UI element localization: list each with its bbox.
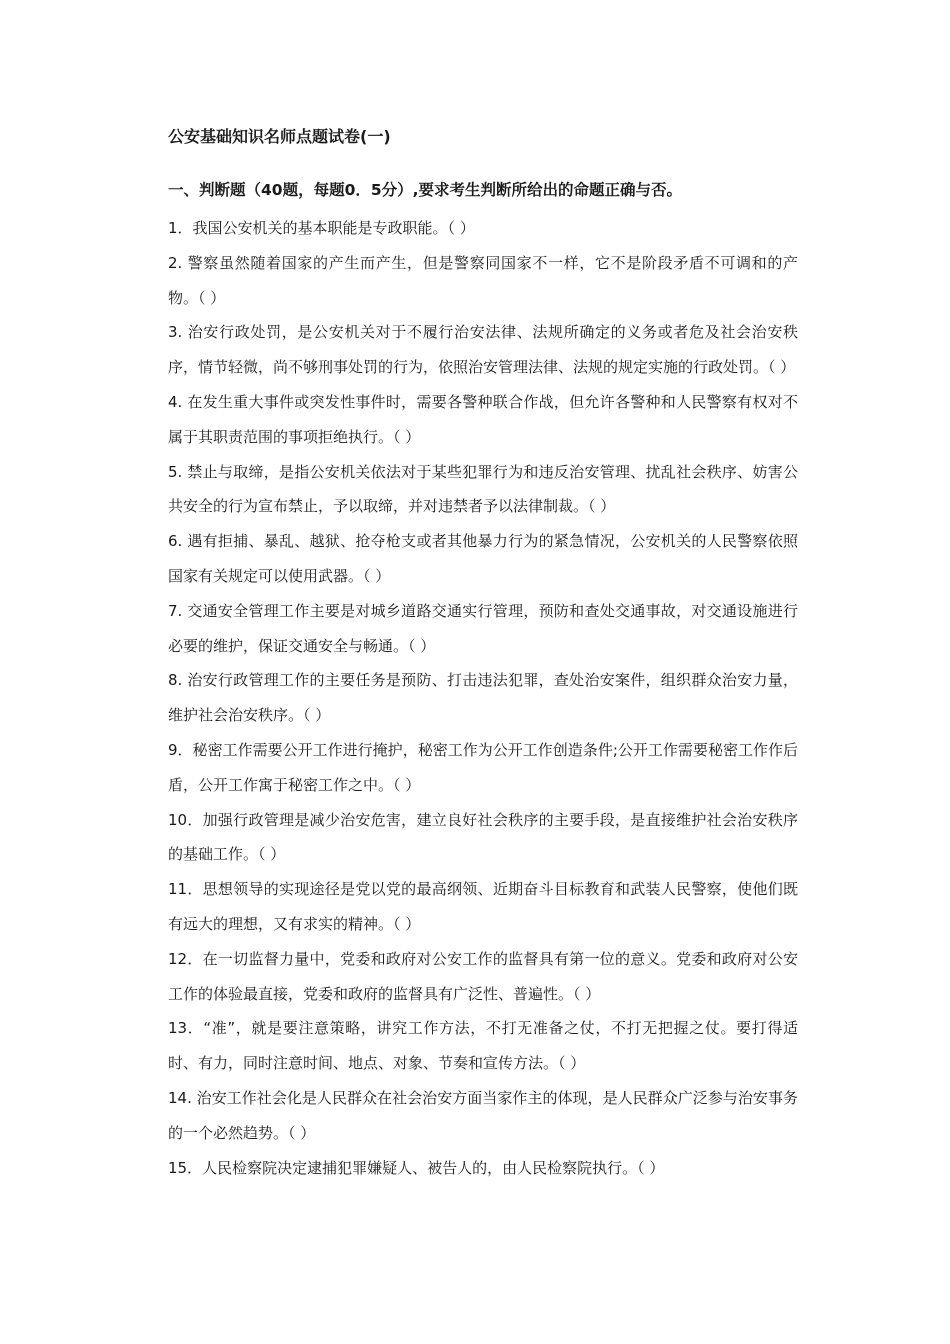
question-item: 12．在一切监督力量中，党委和政府对公安工作的监督具有第一位的意义。党委和政府对公安工作的体验最直接，党委和政府的监督具有广泛性、普遍性。（ ） <box>168 949 798 1003</box>
question-item: 7. 交通安全管理工作主要是对城乡道路交通实行管理，预防和查处交通事故，对交通设施进行必要的维护，保证交通安全与畅通。（ ） <box>168 601 798 655</box>
question-list <box>168 211 798 1185</box>
question-item: 4. 在发生重大事件或突发性事件时，需要各警种联合作战，但允许各警种和人民警察有权对不属于其职责范围的事项拒绝执行。（ ） <box>168 392 798 446</box>
question-item: 10．加强行政管理是减少治安危害，建立良好社会秩序的主要手段，是直接维护社会治安秩序的基础工作。（ ） <box>168 810 798 864</box>
question-item: 13．“准”，就是要注意策略，讲究工作方法，不打无准备之仗，不打无把握之仗。要打得适时、有力，同时注意时间、地点、对象、节奏和宣传方法。（ ） <box>168 1019 798 1073</box>
question-item: 9．秘密工作需要公开工作进行掩护，秘密工作为公开工作创造条件;公开工作需要秘密工作作后盾，公开工作寓于秘密工作之中。（ ） <box>168 740 798 794</box>
question-item: 11．思想领导的实现途径是党以党的最高纲领、近期奋斗目标教育和武装人民警察，使他们既有远大的理想，又有求实的精神。（ ） <box>168 880 798 933</box>
question-item: 5. 禁止与取缔，是指公安机关依法对于某些犯罪行为和违反治安管理、扰乱社会秩序、妨害公共安全的行为宣布禁止，予以取缔，并对违禁者予以法律制裁。（ ） <box>168 462 798 516</box>
question-item: 6. 遇有拒捕、暴乱、越狱、抢夺枪支或者其他暴力行为的紧急情况，公安机关的人民警察依照国家有关规定可以使用武器。（ ） <box>168 532 798 585</box>
question-item: 14. 治安工作社会化是人民群众在社会治安方面当家作主的体现，是人民群众广泛参与治安事务的一个必然趋势。（ ） <box>168 1088 798 1142</box>
document-page <box>168 124 798 1185</box>
question-item: 15．人民检察院决定逮捕犯罪嫌疑人、被告人的，由人民检察院执行。（ ） <box>168 1158 665 1177</box>
document-title: 公安基础知识名师点题试卷(一) <box>168 127 391 146</box>
section-heading: 一、判断题（40题，每题0．5分）,要求考生判断所给出的命题正确与否。 <box>168 181 683 199</box>
question-item: 8. 治安行政管理工作的主要任务是预防、打击违法犯罪，查处治安案件，组织群众治安力量，维护社会治安秩序。（ ） <box>168 671 798 725</box>
question-item: 3. 治安行政处罚，是公安机关对于不履行治安法律、法规所确定的义务或者危及社会治安秩序，情节轻微，尚不够刑事处罚的行为，依照治安管理法律、法规的规定实施的行政处罚。（ ） <box>168 323 798 377</box>
question-item: 2. 警察虽然随着国家的产生而产生，但是警察同国家不一样，它不是阶段矛盾不可调和的产物。（ ） <box>168 253 798 307</box>
question-item: 1．我国公安机关的基本职能是专政职能。（ ） <box>168 219 475 237</box>
